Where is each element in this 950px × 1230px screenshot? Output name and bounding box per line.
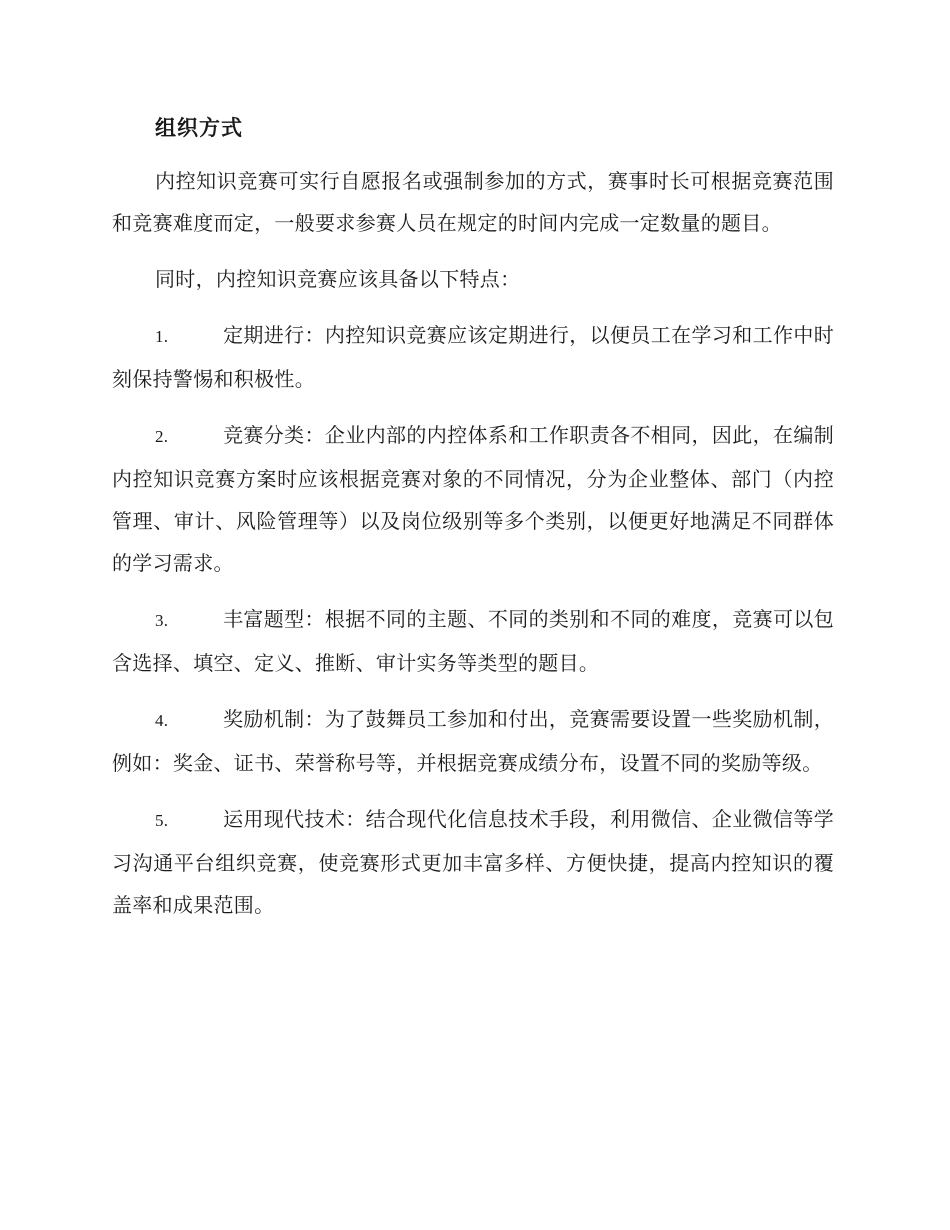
- section-heading: 组织方式: [155, 115, 243, 140]
- list-number: 4.: [155, 711, 169, 730]
- list-item-text: 竞赛分类：企业内部的内控体系和工作职责各不相同，因此，在编制内控知识竞赛方案时应该根据竞赛对象的不同情况，分为企业整体、部门（内控管理、审计、风险管理等）以及岗位级别等多个类别，以便更好地满足不同群体的学习需求。: [112, 423, 834, 575]
- list-number: 1.: [155, 327, 169, 346]
- document-page: [112, 108, 834, 940]
- list-item-text: 运用现代技术：结合现代化信息技术手段，利用微信、企业微信等学习沟通平台组织竞赛，使竞赛形式更加丰富多样、方便快捷，提高内控知识的覆盖率和成果范围。: [112, 807, 834, 917]
- list-item-text: 丰富题型：根据不同的主题、不同的类别和不同的难度，竞赛可以包含选择、填空、定义、推断、审计实务等类型的题目。: [112, 607, 834, 675]
- intro-paragraph: 内控知识竞赛可实行自愿报名或强制参加的方式，赛事时长可根据竞赛范围和竞赛难度而定，一般要求参赛人员在规定的时间内完成一定数量的题目。: [112, 169, 834, 235]
- list-item-text: 定期进行：内控知识竞赛应该定期进行，以便员工在学习和工作中时刻保持警惕和积极性。: [112, 323, 834, 391]
- list-number: 2.: [155, 427, 169, 446]
- list-item-4: [112, 698, 834, 784]
- lead-paragraph: 同时，内控知识竞赛应该具备以下特点：: [155, 267, 521, 291]
- list-number: 3.: [155, 611, 169, 630]
- list-item-1: [112, 314, 834, 400]
- list-number: 5.: [155, 811, 169, 830]
- list-item-text: 奖励机制：为了鼓舞员工参加和付出，竞赛需要设置一些奖励机制，例如：奖金、证书、荣誉称号等，并根据竞赛成绩分布，设置不同的奖励等级。: [112, 707, 834, 775]
- list-item-3: [112, 598, 834, 684]
- list-item-5: [112, 798, 834, 926]
- list-item-2: [112, 414, 834, 584]
